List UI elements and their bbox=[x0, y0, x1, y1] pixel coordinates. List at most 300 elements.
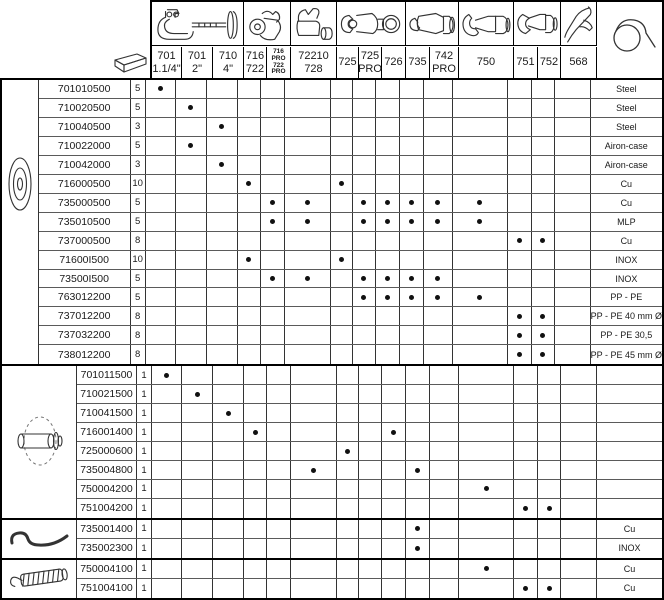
pack-quantity: 5 bbox=[131, 194, 146, 212]
compatibility-cell bbox=[538, 366, 561, 384]
compatibility-cell bbox=[244, 560, 267, 578]
part-code: 701010500 bbox=[39, 80, 131, 98]
compatibility-cell bbox=[430, 499, 459, 518]
compatibility-cell bbox=[382, 385, 406, 403]
tool-column-header bbox=[430, 47, 459, 78]
compatibility-cell bbox=[382, 423, 406, 441]
pack-quantity: 1 bbox=[137, 560, 152, 578]
compatibility-cell bbox=[337, 366, 359, 384]
compatibility-dot bbox=[305, 219, 310, 224]
compatibility-cell bbox=[176, 194, 207, 212]
compatibility-dot bbox=[253, 430, 258, 435]
row-group bbox=[2, 518, 662, 558]
compatibility-cell bbox=[285, 137, 331, 155]
compatibility-cell bbox=[207, 156, 238, 174]
compatibility-cell bbox=[508, 307, 532, 325]
part-code: 735000500 bbox=[39, 194, 131, 212]
compatibility-cell bbox=[459, 560, 514, 578]
compatibility-cell bbox=[400, 99, 424, 117]
compatibility-cell bbox=[267, 404, 291, 422]
compatibility-dot bbox=[547, 586, 552, 591]
compatibility-cell bbox=[400, 118, 424, 136]
compatibility-cell bbox=[508, 326, 532, 344]
compatibility-cell bbox=[538, 461, 561, 479]
compatibility-cell bbox=[376, 194, 400, 212]
row-group bbox=[2, 80, 662, 364]
compatibility-cell bbox=[146, 175, 176, 193]
table-row bbox=[77, 560, 662, 579]
compatibility-cell bbox=[459, 579, 514, 598]
compatibility-cell bbox=[382, 520, 406, 538]
compatibility-cell bbox=[424, 213, 453, 231]
compatibility-cell bbox=[353, 270, 376, 288]
compatibility-dot bbox=[361, 276, 366, 281]
compatibility-cell bbox=[291, 520, 337, 538]
compatibility-cell bbox=[238, 288, 261, 306]
axle-pin-icon bbox=[2, 366, 77, 518]
pack-quantity: 10 bbox=[131, 251, 146, 269]
table-body bbox=[0, 78, 664, 600]
compatibility-dot bbox=[415, 468, 420, 473]
compatibility-cell bbox=[146, 326, 176, 344]
compatibility-cell bbox=[459, 385, 514, 403]
compatibility-cell bbox=[406, 385, 430, 403]
compatibility-dot bbox=[270, 276, 275, 281]
compatibility-cell bbox=[353, 345, 376, 364]
compatibility-dot bbox=[435, 219, 440, 224]
compatibility-cell bbox=[430, 442, 459, 460]
part-code: 716000500 bbox=[39, 175, 131, 193]
part-code: 751004100 bbox=[77, 579, 137, 598]
compatibility-cell bbox=[508, 118, 532, 136]
compatibility-cell bbox=[555, 307, 591, 325]
compatibility-cell bbox=[459, 539, 514, 558]
compatibility-cell bbox=[285, 175, 331, 193]
compatibility-cell bbox=[146, 156, 176, 174]
compatibility-cell bbox=[453, 118, 508, 136]
compatibility-cell bbox=[353, 118, 376, 136]
compatibility-cell bbox=[538, 520, 561, 538]
compatibility-cell bbox=[353, 213, 376, 231]
compatibility-cell bbox=[508, 213, 532, 231]
568-pipe-shears-image bbox=[561, 2, 597, 45]
compatibility-cell bbox=[382, 499, 406, 518]
pack-quantity: 1 bbox=[137, 480, 152, 498]
compatibility-cell bbox=[353, 194, 376, 212]
compatibility-cell bbox=[238, 137, 261, 155]
compatibility-cell bbox=[207, 137, 238, 155]
compatibility-cell bbox=[176, 232, 207, 250]
part-code: 710040500 bbox=[39, 118, 131, 136]
compatibility-cell bbox=[285, 213, 331, 231]
compatibility-cell bbox=[532, 80, 555, 98]
compatibility-cell bbox=[453, 175, 508, 193]
compatibility-cell bbox=[244, 442, 267, 460]
compatibility-cell bbox=[261, 99, 285, 117]
compatibility-cell bbox=[514, 560, 538, 578]
pack-quantity: 8 bbox=[131, 326, 146, 344]
compatibility-cell bbox=[291, 499, 337, 518]
compatibility-dot bbox=[305, 276, 310, 281]
compatibility-cell bbox=[285, 307, 331, 325]
compatibility-cell bbox=[267, 385, 291, 403]
compatibility-cell bbox=[376, 307, 400, 325]
compatibility-cell bbox=[244, 480, 267, 498]
compatibility-dot bbox=[484, 566, 489, 571]
compatibility-cell bbox=[453, 345, 508, 364]
compatibility-cell bbox=[430, 385, 459, 403]
compatibility-cell bbox=[555, 232, 591, 250]
compatibility-cell bbox=[453, 307, 508, 325]
compatibility-cell bbox=[267, 539, 291, 558]
tool-column-label: 722 bbox=[273, 61, 284, 69]
compatibility-cell bbox=[331, 345, 353, 364]
compatibility-cell bbox=[152, 499, 182, 518]
compatibility-cell bbox=[561, 499, 597, 518]
compatibility-cell bbox=[406, 423, 430, 441]
pack-quantity: 1 bbox=[137, 520, 152, 538]
tool-column-label: 726 bbox=[384, 56, 403, 68]
compatibility-cell bbox=[207, 194, 238, 212]
compatibility-cell bbox=[291, 366, 337, 384]
compatibility-dot bbox=[409, 219, 414, 224]
compatibility-cell bbox=[453, 194, 508, 212]
compatibility-cell bbox=[337, 461, 359, 479]
compatibility-cell bbox=[514, 499, 538, 518]
material-label: Cu bbox=[623, 563, 636, 574]
compatibility-cell bbox=[538, 560, 561, 578]
compatibility-cell bbox=[424, 99, 453, 117]
pack-quantity: 5 bbox=[131, 288, 146, 306]
compatibility-cell bbox=[382, 366, 406, 384]
compatibility-cell bbox=[331, 213, 353, 231]
compatibility-cell bbox=[514, 404, 538, 422]
compatibility-dot bbox=[517, 314, 522, 319]
compatibility-cell bbox=[453, 80, 508, 98]
compatibility-cell bbox=[538, 480, 561, 498]
compatibility-cell bbox=[331, 251, 353, 269]
compatibility-dot bbox=[391, 430, 396, 435]
compatibility-cell bbox=[376, 80, 400, 98]
compatibility-cell bbox=[182, 539, 213, 558]
table-row bbox=[77, 579, 662, 598]
compatibility-cell bbox=[244, 461, 267, 479]
compatibility-cell bbox=[532, 118, 555, 136]
table-row bbox=[39, 270, 662, 289]
compatibility-cell bbox=[337, 499, 359, 518]
compatibility-cell bbox=[176, 156, 207, 174]
table-row bbox=[77, 499, 662, 518]
compatibility-cell bbox=[238, 232, 261, 250]
pack-quantity: 1 bbox=[137, 442, 152, 460]
threaded-spindle-icon bbox=[2, 560, 77, 598]
compatibility-cell bbox=[359, 404, 382, 422]
compatibility-cell bbox=[514, 539, 538, 558]
compatibility-cell bbox=[538, 539, 561, 558]
row-group bbox=[2, 364, 662, 518]
compatibility-cell bbox=[400, 270, 424, 288]
compatibility-cell bbox=[430, 461, 459, 479]
compatibility-cell bbox=[213, 480, 244, 498]
compatibility-cell bbox=[152, 366, 182, 384]
compatibility-cell bbox=[176, 326, 207, 344]
compatibility-cell bbox=[353, 251, 376, 269]
compatibility-cell bbox=[406, 480, 430, 498]
compatibility-cell bbox=[424, 232, 453, 250]
material-label bbox=[597, 442, 662, 460]
compatibility-dot bbox=[415, 526, 420, 531]
compatibility-cell bbox=[538, 499, 561, 518]
compatibility-dot bbox=[435, 295, 440, 300]
compatibility-cell bbox=[267, 366, 291, 384]
compatibility-cell bbox=[238, 213, 261, 231]
compatibility-dot bbox=[409, 200, 414, 205]
tool-column-label: 4" bbox=[222, 62, 234, 75]
compatibility-cell bbox=[291, 560, 337, 578]
compatibility-cell bbox=[152, 579, 182, 598]
compatibility-cell bbox=[555, 118, 591, 136]
compatibility-cell bbox=[555, 270, 591, 288]
compatibility-dot bbox=[547, 506, 552, 511]
pack-quantity: 1 bbox=[137, 385, 152, 403]
compatibility-cell bbox=[561, 480, 597, 498]
compatibility-cell bbox=[508, 288, 532, 306]
compatibility-cell bbox=[508, 194, 532, 212]
compatibility-cell bbox=[261, 232, 285, 250]
table-row bbox=[39, 156, 662, 175]
compatibility-cell bbox=[261, 288, 285, 306]
compatibility-dot bbox=[540, 352, 545, 357]
pack-quantity: 1 bbox=[137, 366, 152, 384]
table-row bbox=[39, 288, 662, 307]
compatibility-cell bbox=[424, 326, 453, 344]
compatibility-cell bbox=[359, 499, 382, 518]
compatibility-dot bbox=[523, 586, 528, 591]
compatibility-cell bbox=[331, 99, 353, 117]
compatibility-cell bbox=[207, 270, 238, 288]
compatibility-cell bbox=[213, 366, 244, 384]
table-header bbox=[150, 0, 664, 78]
compatibility-cell bbox=[459, 423, 514, 441]
compatibility-cell bbox=[406, 499, 430, 518]
tool-column-label: 1.1/4" bbox=[152, 62, 181, 75]
compatibility-cell bbox=[291, 385, 337, 403]
compatibility-cell bbox=[353, 326, 376, 344]
table-row bbox=[77, 385, 662, 404]
compatibility-cell bbox=[555, 156, 591, 174]
compatibility-dot bbox=[339, 181, 344, 186]
compatibility-cell bbox=[146, 137, 176, 155]
compatibility-cell bbox=[207, 99, 238, 117]
compatibility-cell bbox=[514, 385, 538, 403]
compatibility-cell bbox=[514, 366, 538, 384]
compatibility-cell bbox=[532, 213, 555, 231]
compatibility-cell bbox=[555, 251, 591, 269]
compatibility-cell bbox=[244, 539, 267, 558]
pack-quantity: 5 bbox=[131, 137, 146, 155]
compatibility-cell bbox=[359, 560, 382, 578]
threaded-spindle-icon bbox=[6, 563, 72, 595]
tool-column-label: 716 bbox=[273, 48, 284, 56]
part-code: 735010500 bbox=[39, 213, 131, 231]
compatibility-dot bbox=[195, 392, 200, 397]
compatibility-cell bbox=[514, 423, 538, 441]
compatibility-cell bbox=[430, 366, 459, 384]
pack-quantity: 8 bbox=[131, 307, 146, 325]
tool-column-label: 752 bbox=[539, 56, 559, 68]
compatibility-cell bbox=[285, 288, 331, 306]
compatibility-dot bbox=[477, 295, 482, 300]
compatibility-cell bbox=[207, 288, 238, 306]
compatibility-cell bbox=[400, 213, 424, 231]
pack-quantity: 1 bbox=[137, 461, 152, 479]
compatibility-cell bbox=[430, 579, 459, 598]
material-label: PP - PE 40 mm Ø bbox=[590, 311, 662, 322]
compatibility-cell bbox=[376, 251, 400, 269]
compatibility-cell bbox=[152, 560, 182, 578]
compatibility-cell bbox=[213, 385, 244, 403]
compatibility-cell bbox=[359, 579, 382, 598]
compatibility-cell bbox=[261, 137, 285, 155]
compatibility-dot bbox=[164, 373, 169, 378]
compatibility-cell bbox=[337, 520, 359, 538]
compatibility-cell bbox=[376, 156, 400, 174]
compatibility-cell bbox=[176, 307, 207, 325]
compatibility-cell bbox=[406, 461, 430, 479]
735-pipe-cutter-image bbox=[406, 2, 459, 45]
compatibility-cell bbox=[146, 213, 176, 231]
compatibility-cell bbox=[459, 461, 514, 479]
compatibility-cell bbox=[453, 251, 508, 269]
tool-column-header bbox=[182, 47, 213, 78]
compatibility-cell bbox=[291, 423, 337, 441]
compatibility-dot bbox=[305, 200, 310, 205]
compatibility-cell bbox=[561, 461, 597, 479]
compatibility-cell bbox=[152, 520, 182, 538]
heavy-duty-pipe-cutter-image bbox=[152, 2, 244, 45]
part-code: 750004100 bbox=[77, 560, 137, 578]
compatibility-cell bbox=[182, 423, 213, 441]
table-row bbox=[39, 213, 662, 232]
part-code: 751004200 bbox=[77, 499, 137, 518]
compatibility-cell bbox=[555, 175, 591, 193]
compatibility-cell bbox=[261, 80, 285, 98]
material-label: Steel bbox=[616, 102, 637, 113]
compatibility-cell bbox=[182, 579, 213, 598]
material-label: Airon-case bbox=[604, 140, 648, 151]
compatibility-cell bbox=[207, 118, 238, 136]
compatibility-cell bbox=[508, 137, 532, 155]
compatibility-cell bbox=[353, 232, 376, 250]
compatibility-cell bbox=[508, 175, 532, 193]
compatibility-cell bbox=[182, 560, 213, 578]
material-label: PP - PE bbox=[610, 292, 643, 303]
compatibility-cell bbox=[182, 366, 213, 384]
tool-column-label: 72210 bbox=[298, 49, 329, 62]
part-code: 735002300 bbox=[77, 539, 137, 558]
compatibility-cell bbox=[331, 232, 353, 250]
table-row bbox=[39, 118, 662, 137]
tool-column-label: 568 bbox=[569, 56, 588, 68]
compatibility-dot bbox=[311, 468, 316, 473]
compatibility-cell bbox=[561, 442, 597, 460]
compatibility-cell bbox=[291, 579, 337, 598]
compatibility-dot bbox=[219, 162, 224, 167]
compatibility-cell bbox=[459, 442, 514, 460]
compatibility-cell bbox=[376, 175, 400, 193]
compatibility-cell bbox=[424, 194, 453, 212]
compatibility-cell bbox=[238, 326, 261, 344]
hook-lever-icon bbox=[2, 520, 77, 558]
compatibility-dot bbox=[385, 200, 390, 205]
compatibility-dot bbox=[409, 276, 414, 281]
compatibility-cell bbox=[359, 385, 382, 403]
compatibility-cell bbox=[267, 480, 291, 498]
compatibility-dot bbox=[517, 333, 522, 338]
table-row bbox=[39, 326, 662, 345]
compatibility-cell bbox=[182, 499, 213, 518]
compatibility-cell bbox=[261, 251, 285, 269]
compatibility-cell bbox=[400, 137, 424, 155]
compatibility-cell bbox=[382, 560, 406, 578]
compatibility-cell bbox=[400, 288, 424, 306]
part-code: 710041500 bbox=[77, 404, 137, 422]
compatibility-cell bbox=[331, 307, 353, 325]
compatibility-cell bbox=[538, 423, 561, 441]
compatibility-cell bbox=[532, 232, 555, 250]
table-row bbox=[39, 232, 662, 251]
compatibility-cell bbox=[453, 288, 508, 306]
compatibility-cell bbox=[213, 499, 244, 518]
pack-quantity: 1 bbox=[137, 404, 152, 422]
compatibility-cell bbox=[146, 118, 176, 136]
tool-column-label: 725 bbox=[338, 56, 357, 68]
compatibility-cell bbox=[238, 99, 261, 117]
compatibility-cell bbox=[176, 288, 207, 306]
tool-column-header bbox=[406, 47, 430, 78]
compatibility-cell bbox=[400, 307, 424, 325]
compatibility-cell bbox=[406, 579, 430, 598]
compatibility-cell bbox=[238, 118, 261, 136]
table-row bbox=[77, 520, 662, 539]
tool-column-header bbox=[267, 47, 291, 78]
compatibility-cell bbox=[238, 307, 261, 325]
tool-column-label: PRO bbox=[271, 54, 286, 62]
compatibility-cell bbox=[337, 560, 359, 578]
material-label: Cu bbox=[623, 523, 636, 534]
compatibility-cell bbox=[267, 520, 291, 538]
compatibility-cell bbox=[152, 461, 182, 479]
table-row bbox=[77, 539, 662, 558]
compatibility-cell bbox=[406, 442, 430, 460]
compatibility-cell bbox=[267, 461, 291, 479]
compatibility-cell bbox=[261, 175, 285, 193]
compatibility-cell bbox=[406, 366, 430, 384]
compatibility-cell bbox=[337, 423, 359, 441]
compatibility-cell bbox=[453, 156, 508, 174]
compatibility-cell bbox=[261, 345, 285, 364]
pack-quantity: 3 bbox=[131, 118, 146, 136]
compatibility-dot bbox=[339, 257, 344, 262]
pack-quantity: 5 bbox=[131, 213, 146, 231]
compatibility-cell bbox=[400, 194, 424, 212]
compatibility-cell bbox=[261, 326, 285, 344]
compatibility-cell bbox=[561, 520, 597, 538]
pack-quantity: 5 bbox=[131, 80, 146, 98]
compatibility-cell bbox=[430, 480, 459, 498]
compatibility-cell bbox=[555, 137, 591, 155]
material-label: Steel bbox=[616, 83, 637, 94]
